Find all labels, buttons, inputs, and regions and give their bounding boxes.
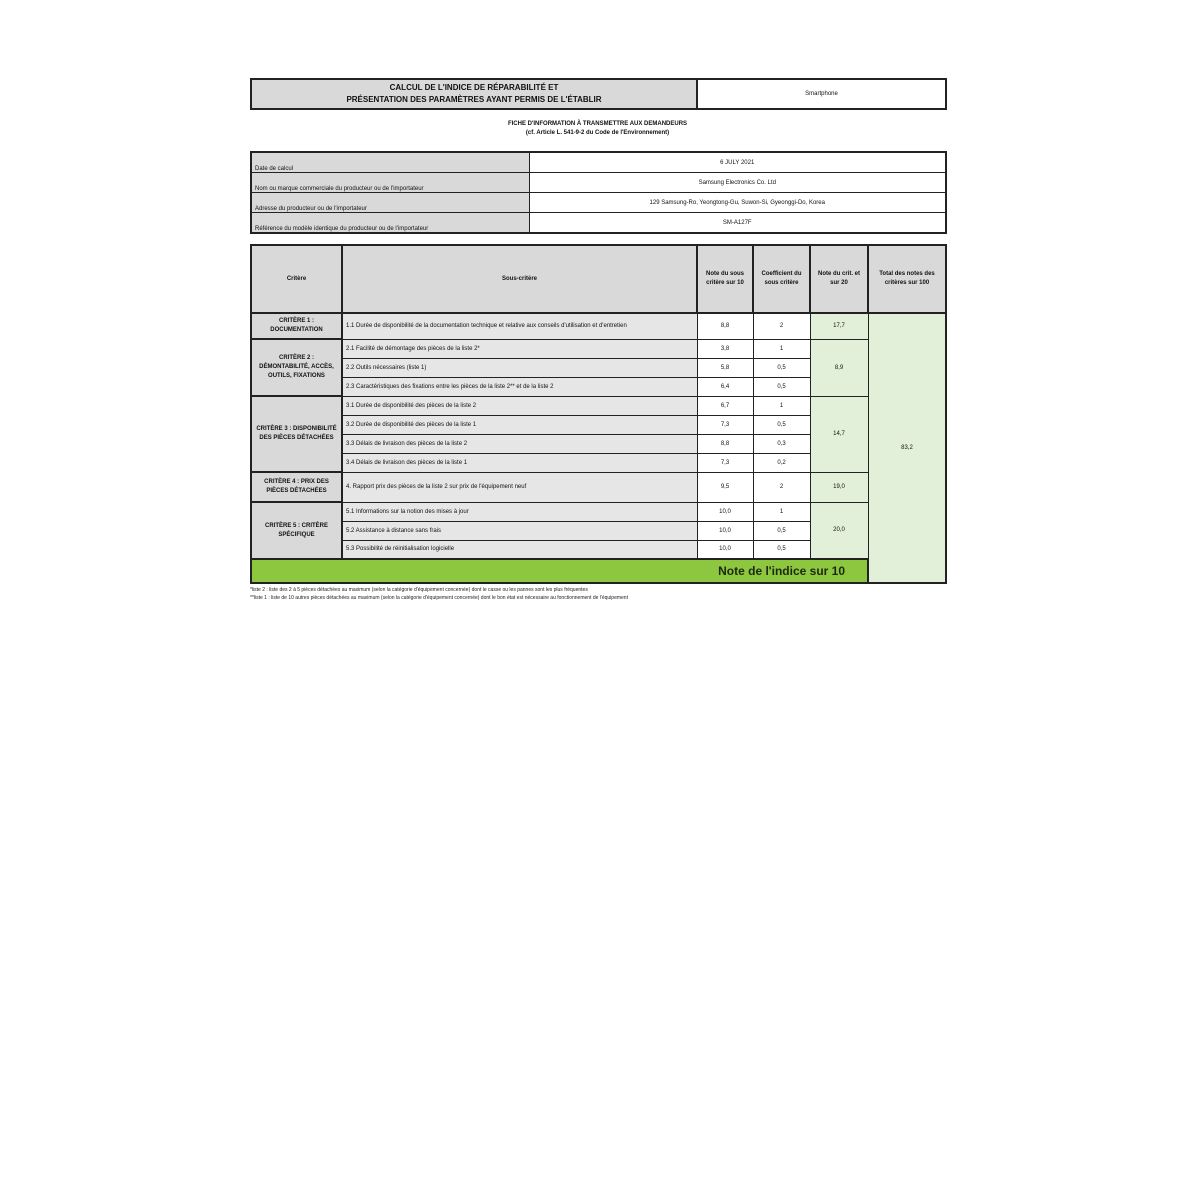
sub-criterion-label: 2.3 Caractéristiques des fixations entre les pièces de la liste 2** et de la liste 2 [342, 377, 697, 396]
total-score: 83,2 [868, 313, 946, 583]
criterion-name: CRITÈRE 4 : PRIX DES PIÈCES DÉTACHÉES [251, 472, 342, 502]
criterion-score: 14,7 [810, 396, 868, 472]
sub-criterion-coef: 0,5 [753, 377, 810, 396]
sub-criterion-label: 4. Rapport prix des pièces de la liste 2 sur prix de l'équipement neuf [342, 472, 697, 502]
sub-criterion-coef: 2 [753, 472, 810, 502]
sub-criterion-label: 3.3 Délais de livraison des pièces de la liste 2 [342, 434, 697, 453]
sub-criterion-coef: 1 [753, 502, 810, 521]
col-note-sous: Note du sous critère sur 10 [697, 245, 753, 313]
sub-criterion-note: 8,8 [697, 313, 753, 339]
repairability-sheet [250, 78, 945, 602]
sub-criterion-note: 10,0 [697, 540, 753, 559]
sub-criterion-coef: 1 [753, 339, 810, 358]
col-coef: Coefficient du sous critère [753, 245, 810, 313]
sub-criterion-note: 6,4 [697, 377, 753, 396]
sub-criterion-note: 7,3 [697, 415, 753, 434]
criterion-score: 17,7 [810, 313, 868, 339]
col-note-crit: Note du crit. et sur 20 [810, 245, 868, 313]
sub-criterion-coef: 0,3 [753, 434, 810, 453]
info-row [251, 213, 946, 234]
title-line-2: PRÉSENTATION DES PARAMÈTRES AYANT PERMIS DE L'ÉTABLIR [346, 95, 602, 104]
sub-criterion-note: 3,8 [697, 339, 753, 358]
sub-criterion-coef: 0,5 [753, 540, 810, 559]
fiche-line-2: (cf. Article L. 541-9-2 du Code de l'Environnement) [525, 130, 670, 136]
sub-criterion-note: 6,7 [697, 396, 753, 415]
sub-criterion-coef: 1 [753, 396, 810, 415]
footnote: **liste 1 : liste de 10 autres pièces détachées au maximum (selon la catégorie d'équipement concernée) dont le bon état est nécessaire au fonctionnement de l'équipement [250, 595, 628, 601]
sheet-title [251, 79, 697, 109]
final-score-label: Note de l'indice sur 10 [251, 559, 868, 583]
criterion-name: CRITÈRE 1 : DOCUMENTATION [251, 313, 342, 339]
info-label: Nom ou marque commerciale du producteur ou de l'importateur [251, 173, 529, 193]
sub-criterion-coef: 2 [753, 313, 810, 339]
sub-criterion-label: 3.1 Durée de disponibilité des pièces de la liste 2 [342, 396, 697, 415]
criterion-score: 19,0 [810, 472, 868, 502]
sub-criterion-note: 10,0 [697, 502, 753, 521]
info-value: SM-A127F [529, 213, 946, 234]
sub-criterion-note: 9,5 [697, 472, 753, 502]
criteria-header-row [251, 245, 946, 313]
table-row [251, 313, 946, 339]
table-row [251, 502, 946, 521]
sub-criterion-coef: 0,5 [753, 358, 810, 377]
sub-criterion-label: 2.2 Outils nécessaires (liste 1) [342, 358, 697, 377]
info-row [251, 173, 946, 193]
criterion-score: 8,9 [810, 339, 868, 396]
info-table [250, 151, 947, 234]
table-row [251, 339, 946, 358]
sub-criterion-label: 3.2 Durée de disponibilité des pièces de la liste 1 [342, 415, 697, 434]
sub-criterion-note: 8,8 [697, 434, 753, 453]
sub-criterion-note: 5,8 [697, 358, 753, 377]
final-score-row [251, 559, 946, 583]
info-row [251, 152, 946, 173]
sheet-header [250, 78, 947, 110]
sub-criterion-label: 3.4 Délais de livraison des pièces de la liste 1 [342, 453, 697, 472]
sub-criterion-label: 5.2 Assistance à distance sans frais [342, 521, 697, 540]
sub-criterion-coef: 0,5 [753, 521, 810, 540]
product-category: Smartphone [697, 79, 946, 109]
sub-criterion-note: 10,0 [697, 521, 753, 540]
criterion-name: CRITÈRE 3 : DISPONIBILITÉ DES PIÈCES DÉTACHÉES [251, 396, 342, 472]
fiche-line-1: FICHE D'INFORMATION À TRANSMETTRE AUX DEMANDEURS [507, 121, 688, 127]
info-value: Samsung Electronics Co. Ltd [529, 173, 946, 193]
criteria-table [250, 244, 947, 584]
sub-criterion-label: 2.1 Facilité de démontage des pièces de la liste 2* [342, 339, 697, 358]
footnotes [250, 586, 945, 602]
sub-criterion-note: 7,3 [697, 453, 753, 472]
fiche-heading [250, 120, 945, 138]
title-line-1: CALCUL DE L'INDICE DE RÉPARABILITÉ ET [389, 83, 559, 92]
info-value: 129 Samsung-Ro, Yeongtong-Gu, Suwon-Si, Gyeonggi-Do, Korea [529, 193, 946, 213]
sub-criterion-label: 5.1 Informations sur la notion des mises à jour [342, 502, 697, 521]
table-row [251, 472, 946, 502]
info-label: Référence du modèle identique du producteur ou de l'importateur [251, 213, 529, 234]
criterion-name: CRITÈRE 5 : CRITÈRE SPÉCIFIQUE [251, 502, 342, 559]
col-total: Total des notes des critères sur 100 [868, 245, 946, 313]
col-critere: Critère [251, 245, 342, 313]
info-row [251, 193, 946, 213]
criterion-score: 20,0 [810, 502, 868, 559]
col-sous-critere: Sous-critère [342, 245, 697, 313]
table-row [251, 396, 946, 415]
footnote: *liste 2 : liste des 2 à 5 pièces détachées au maximum (selon la catégorie d'équipement concernée) dont le casse ou les pannes sont les plus fréquentes [250, 587, 588, 593]
info-label: Adresse du producteur ou de l'importateur [251, 193, 529, 213]
sub-criterion-coef: 0,5 [753, 415, 810, 434]
sub-criterion-label: 1.1 Durée de disponibilité de la documentation technique et relative aux conseils d'utilisation et d'entretien [342, 313, 697, 339]
info-label: Date de calcul [251, 152, 529, 173]
info-value: 6 JULY 2021 [529, 152, 946, 173]
sub-criterion-coef: 0,2 [753, 453, 810, 472]
criterion-name: CRITÈRE 2 : DÉMONTABILITÉ, ACCÈS, OUTILS, FIXATIONS [251, 339, 342, 396]
sub-criterion-label: 5.3 Possibilité de réinitialisation logicielle [342, 540, 697, 559]
